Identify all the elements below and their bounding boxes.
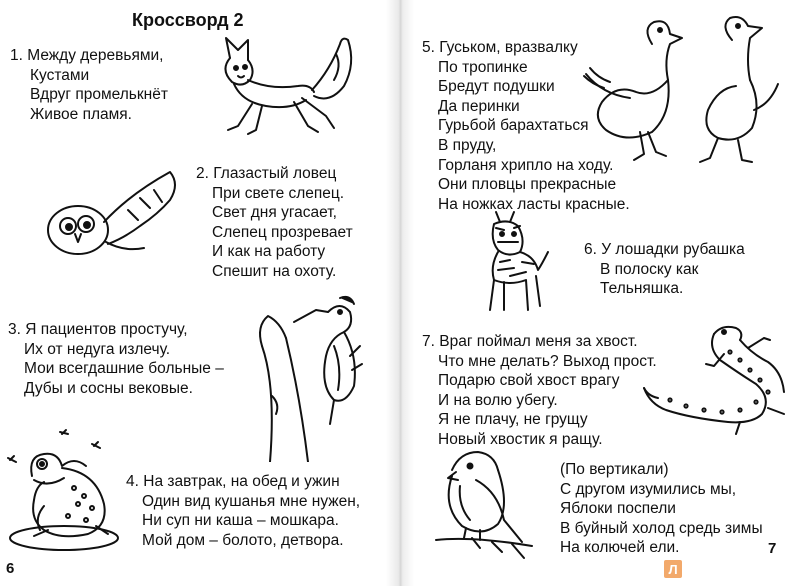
riddle-4-line-3: Ни суп ни каша – мошкара.: [142, 512, 339, 530]
riddle-1-line-1: 1. Между деревьями,: [10, 47, 164, 64]
bullfinch-illustration: [432, 446, 544, 562]
riddle-7: [422, 332, 657, 450]
riddle-1-line-3: Вдруг промелькнёт: [30, 86, 168, 104]
riddle-1-line-4: Живое пламя.: [30, 105, 132, 123]
publisher-watermark: [664, 560, 682, 578]
book-gutter: [386, 0, 414, 586]
riddle-2-line-2: При свете слепец.: [212, 184, 345, 202]
riddle-2-line-6: Спешит на охоту.: [212, 262, 337, 280]
riddle-7-line-5: Я не плачу, не грущу: [438, 411, 588, 429]
riddle-5-line-8: Они пловцы прекрасные: [438, 176, 617, 194]
riddle-vertical-line-4: В буйный холод средь зимы: [560, 519, 763, 537]
fox-illustration: [190, 30, 360, 142]
riddle-5-line-9: На ножках ласты красные.: [438, 195, 630, 213]
riddle-3-line-1: 3. Я пациентов простучу,: [8, 321, 188, 338]
riddle-5-line-3: Бредут подушки: [438, 78, 555, 96]
riddle-vertical-line-1: (По вертикали): [560, 461, 669, 478]
riddle-6-line-3: Тельняшка.: [600, 280, 684, 298]
riddle-7-number: 7.: [422, 333, 435, 350]
riddle-2-line-1: 2. Глазастый ловец: [196, 165, 337, 182]
riddle-6-number: 6.: [584, 241, 597, 258]
riddle-2-number: 2.: [196, 165, 209, 182]
riddle-2-line-4: Слепец прозревает: [212, 223, 353, 241]
riddle-vertical-line-2: С другом изумились мы,: [560, 480, 737, 498]
geese-illustration: [582, 14, 788, 164]
svg-text:Л: Л: [668, 562, 678, 577]
owl-illustration: [20, 164, 190, 264]
riddle-4-line-2: Один вид кушанья мне нужен,: [142, 492, 361, 510]
riddle-3: [8, 320, 224, 398]
riddle-6: [584, 240, 745, 299]
woodpecker-illustration: [246, 286, 366, 462]
riddle-1: [10, 46, 168, 124]
riddle-7-line-6: Новый хвостик я ращу.: [438, 430, 603, 448]
riddle-7-line-1: 7. Враг поймал меня за хвост.: [422, 333, 638, 350]
riddle-3-number: 3.: [8, 321, 21, 338]
riddle-4-number: 4.: [126, 473, 139, 490]
riddle-3-line-3: Мои всегдашние больные –: [24, 360, 224, 378]
riddle-5-line-1: 5. Гуськом, вразвалку: [422, 39, 578, 56]
riddle-4-line-4: Мой дом – болото, детвора.: [142, 531, 344, 549]
riddle-7-line-3: Подарю свой хвост врагу: [438, 372, 620, 390]
riddle-5-number: 5.: [422, 39, 435, 56]
riddle-7-line-2: Что мне делать? Выход прост.: [438, 352, 657, 370]
riddle-3-line-2: Их от недуга излечу.: [24, 340, 171, 358]
riddle-4: [126, 472, 360, 550]
page-number-left: 6: [6, 560, 15, 577]
riddle-5-line-5: Гурьбой барахтаться: [438, 117, 589, 135]
riddle-1-number: 1.: [10, 47, 23, 64]
riddle-1-line-2: Кустами: [30, 66, 90, 84]
page-number-right: 7: [768, 540, 777, 557]
riddle-vertical: [560, 460, 763, 558]
riddle-vertical-line-5: На колючей ели.: [560, 539, 680, 557]
riddle-7-line-4: И на волю убегу.: [438, 391, 558, 409]
riddle-2-line-3: Свет дня угасает,: [212, 204, 337, 222]
riddle-5-line-7: Горланя хрипло на ходу.: [438, 156, 614, 174]
riddle-2: [196, 164, 353, 282]
riddle-6-line-2: В полоску как: [600, 260, 699, 278]
lizard-illustration: [640, 318, 790, 436]
riddle-5-line-2: По тропинке: [438, 58, 528, 76]
frog-illustration: [4, 426, 124, 554]
page-title: Кроссворд 2: [132, 10, 244, 30]
riddle-5-line-4: Да перинки: [438, 97, 520, 115]
riddle-2-line-5: И как на работу: [212, 243, 326, 261]
riddle-3-line-4: Дубы и сосны вековые.: [24, 379, 193, 397]
riddle-5-line-6: В пруду,: [438, 136, 497, 154]
riddle-4-line-1: 4. На завтрак, на обед и ужин: [126, 473, 340, 490]
zebra-illustration: [470, 206, 552, 316]
riddle-vertical-line-3: Яблоки поспели: [560, 500, 676, 518]
riddle-6-line-1: 6. У лошадки рубашка: [584, 241, 745, 258]
